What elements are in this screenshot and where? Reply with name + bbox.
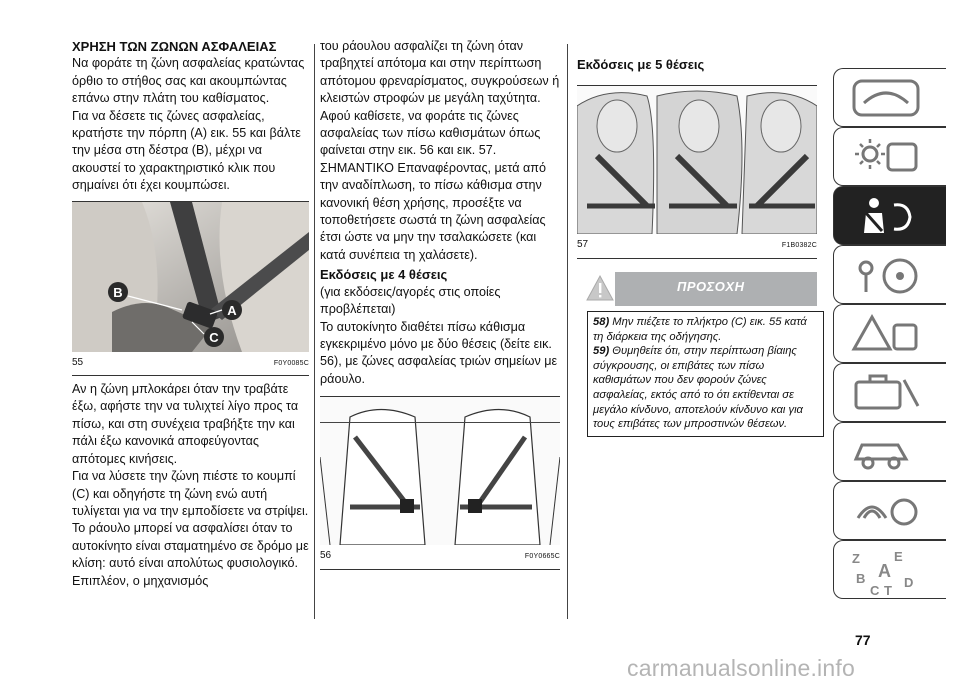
tab-safety[interactable] (833, 186, 946, 245)
label-b: B (113, 284, 123, 300)
paragraph: Να φοράτε τη ζώνη ασφαλείας κρατώντας όρθιο το στήθος σας και ακουμπώντας επάνω στην πλάτη του καθίσματος. (72, 56, 305, 106)
warning-box (587, 311, 824, 437)
tab-dashboard[interactable] (833, 68, 946, 127)
column-divider (314, 44, 315, 619)
buckle-illustration (72, 202, 309, 352)
warning-item (593, 344, 818, 432)
warning-item (593, 315, 818, 344)
section-heading-4-seats: Εκδόσεις με 4 θέσεις (320, 267, 448, 283)
label-c: C (209, 329, 219, 345)
index-letter: T (884, 583, 892, 597)
warning-item-text: Θυμηθείτε ότι, στην περίπτωση βίαιης σύγκρουσης, οι επιβάτες των πίσω καθισμάτων που δεν φορούν ζώνες ασφαλείας, εκτός από το ότι εκτίθενται σε μεγάλο κίνδυνο, αποτελούν κίνδυνο και για τους επιβάτες των μπροστινών θέσεων. (593, 345, 803, 431)
section-heading-seatbelt-use: ΧΡΗΣΗ ΤΩΝ ΖΩΝΩΝ ΑΣΦΑΛΕΙΑΣ (72, 39, 277, 54)
figure-number: 55 (72, 356, 84, 368)
index-letter: A (878, 561, 891, 581)
paragraph: ΣΗΜΑΝΤΙΚΟ Επαναφέροντας, μετά από την αναδίπλωση, το πίσω κάθισμα στην κανονική θέση χρήσης, προσέξτε να τοποθετήσετε σωστά τη ζώνη ασφαλείας έτσι ώστε να μην την τσαλακώσετε (και κατά συνέπεια τη χαλάσετε). (320, 160, 546, 262)
car-service-icon (848, 429, 928, 475)
column-divider (567, 44, 568, 619)
watermark: carmanualsonline.info (627, 655, 855, 681)
figure-code: F0Y0665C (524, 553, 560, 561)
figure-caption (320, 545, 560, 568)
tab-emergency[interactable] (833, 363, 946, 422)
figure-caption (72, 352, 309, 375)
paragraph: του ράουλου ασφαλίζει τη ζώνη όταν τραβηχτεί απότομα και στην περίπτωση απότομου φρεναρίσματος, συγκρούσεων ή κλειστών στροφών με μεγάλη ταχύτητα. (320, 39, 560, 106)
tab-starting[interactable] (833, 245, 946, 304)
tab-index[interactable] (833, 540, 946, 599)
figure-code: F0Y0085C (273, 359, 309, 367)
figure-number: 56 (320, 550, 332, 562)
figure-57 (577, 85, 817, 258)
figure-code: F1B0382C (781, 242, 817, 250)
seatbelt-airbag-icon (848, 193, 928, 239)
warning-title: ΠΡΟΣΟΧΗ (677, 279, 745, 294)
warning-item-text: Μην πιέζετε το πλήκτρο (C) εικ. 55 κατά τη διάρκεια της οδήγησης. (593, 316, 807, 343)
paragraph: Το ράουλο μπορεί να ασφαλίσει όταν το αυτοκίνητο είναι σταματημένο σε δρόμο με κλίση: αυτό είναι απολύτως φυσιολογικό. Επιπλέον, ο μηχανισμός (72, 521, 309, 588)
column-1 (72, 38, 309, 590)
index-letter: D (904, 575, 914, 590)
paragraph: Αφού καθίσετε, να φοράτε τις ζώνες ασφαλείας των πίσω καθισμάτων όπως φαίνεται στην εικ. 56 και εικ. 57. (320, 108, 541, 158)
tab-multimedia[interactable] (833, 481, 946, 540)
index-letter: E (894, 549, 903, 564)
warning-item-number: 58) (593, 316, 610, 328)
separator-line (320, 422, 560, 423)
tab-maintenance[interactable] (833, 422, 946, 481)
index-letter: Z (852, 551, 860, 566)
section-heading-5-seats: Εκδόσεις με 5 θέσεις (577, 57, 705, 72)
emergency-toolbox-icon (848, 370, 928, 416)
tab-lights[interactable] (833, 127, 946, 186)
figure-55 (72, 201, 309, 376)
figure-caption (577, 234, 817, 257)
rear-seats-3-illustration (577, 86, 817, 234)
dashboard-icon (848, 75, 928, 121)
tab-warnings[interactable] (833, 304, 946, 363)
paragraph: Για να λύσετε την ζώνη πιέστε το κουμπί (C) και οδηγήστε τη ζώνη ενώ αυτή τυλίγεται για να την εμποδίσετε να στρίψει. (72, 469, 309, 518)
index-letter: C (870, 583, 880, 597)
column-2 (320, 38, 560, 570)
lights-sun-icon (848, 134, 928, 180)
paragraph: Για να δέσετε τις ζώνες ασφαλείας, κρατήστε την πόρπη (A) εικ. 55 και βάλτε την μέσα στη δέστρα (B), μέχρι να ακουστεί το χαρακτηριστικό κλικ που σημαίνει ότι έχει κουμπώσει. (72, 108, 301, 193)
media-signal-icon (848, 488, 928, 534)
index-letter: B (856, 571, 866, 586)
index-letters-icon (848, 547, 928, 597)
paragraph: (για εκδόσεις/αγορές στις οποίες προβλέπεται) (320, 284, 501, 317)
warning-road-icon (848, 311, 928, 357)
paragraph: Το αυτοκίνητο διαθέτει πίσω κάθισμα εγκεκριμένο μόνο με δύο θέσεις (δείτε εικ. 56), με ζώνες ασφαλείας τριών σημείων με ράουλο. (320, 319, 558, 386)
paragraph: Αν η ζώνη μπλοκάρει όταν την τραβάτε έξω, αφήστε την να τυλιχτεί λίγο προς τα πίσω, και στη συνέχεια τραβήξτε την και πάλι έξω κανονικά αποφεύγοντας απότομες κινήσεις. (72, 382, 299, 466)
label-a: A (227, 302, 237, 318)
column-3 (577, 56, 817, 259)
key-steering-icon (848, 252, 928, 298)
page-number: 77 (855, 632, 871, 648)
rear-seats-2-illustration (320, 397, 560, 545)
warning-item-number: 59) (593, 345, 610, 358)
figure-number: 57 (577, 239, 589, 251)
warning-header (577, 268, 817, 308)
